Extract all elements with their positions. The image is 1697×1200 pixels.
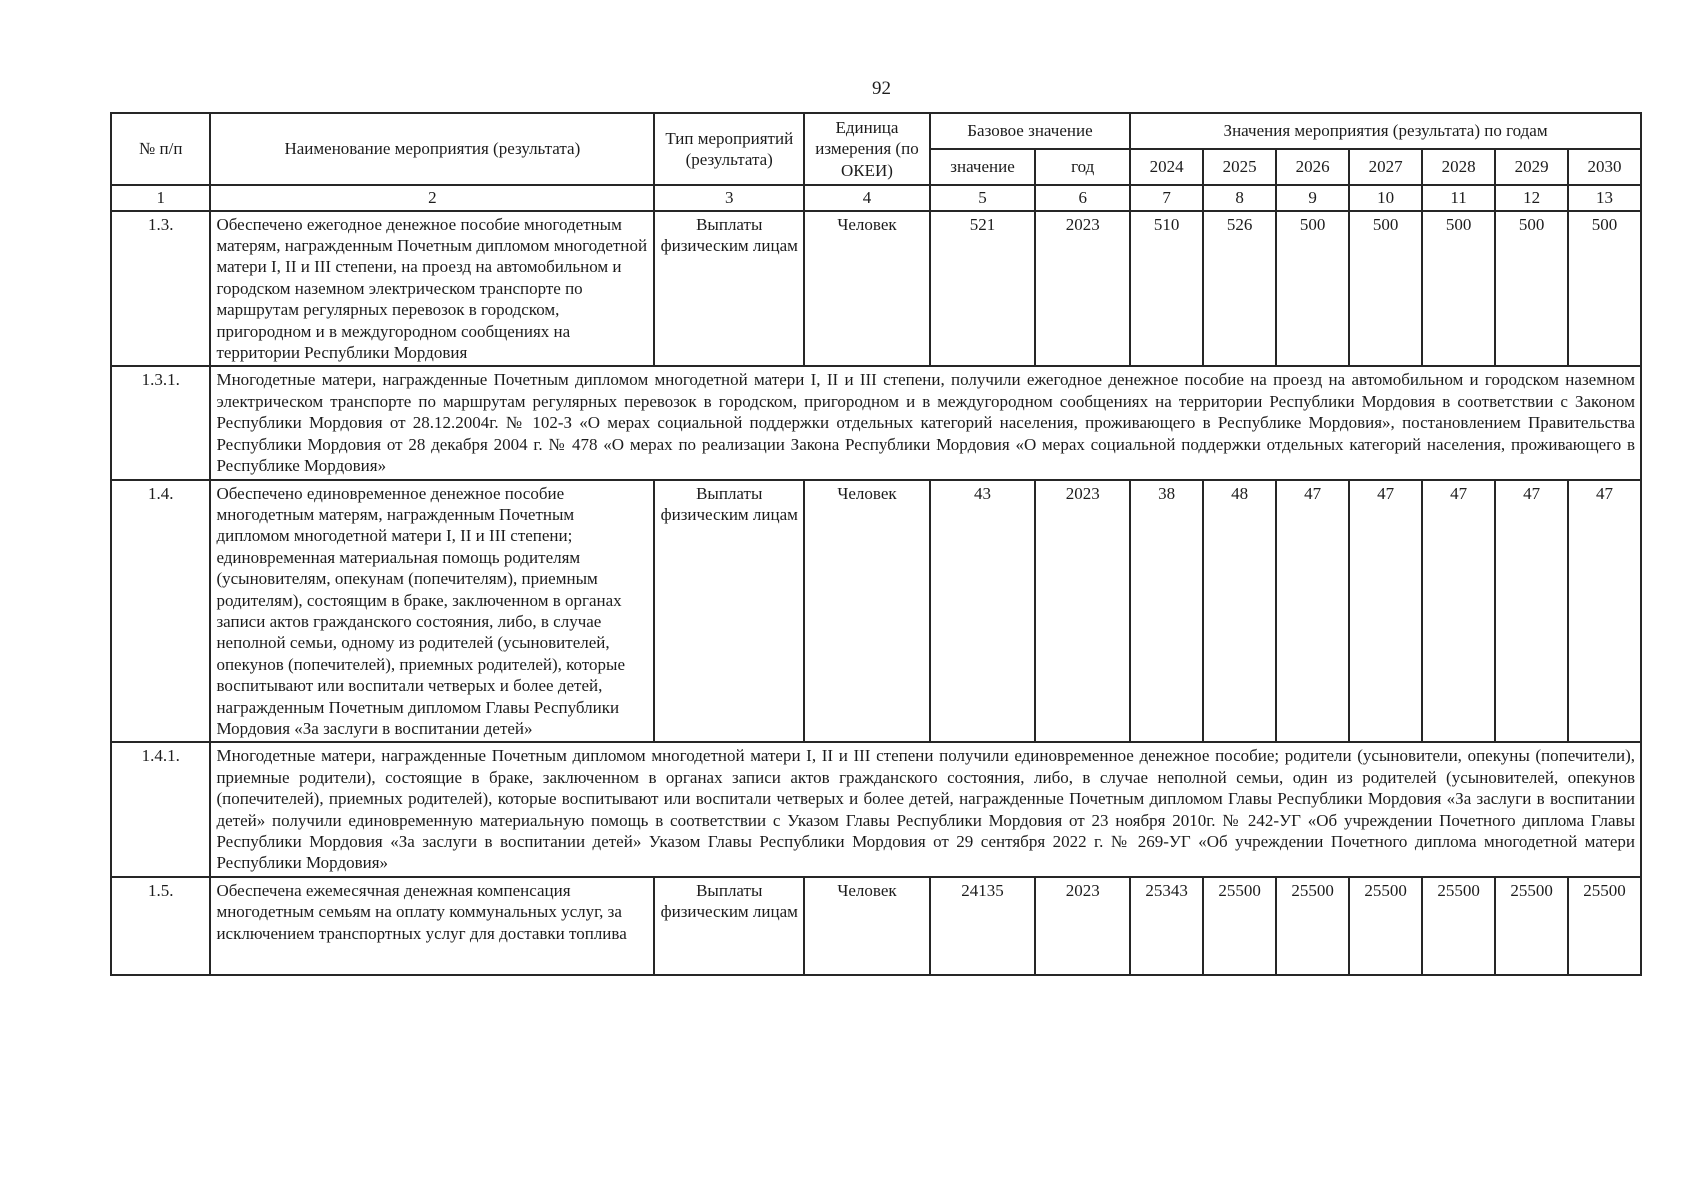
col-index: 6 [1035, 185, 1130, 210]
year-value-cell: 47 [1422, 480, 1495, 743]
measure-name-cell: Обеспечено единовременное денежное пособие многодетным матерям, награжденным Почетным дипломом многодетной матери I, II и III степени; единовременная материальная помощь родителям (усыновителям, опекунам (попечителям), приемным родителям), состоящим в браке, заключенном в органах записи актов гражданского состояния, либо, в случае неполной семьи, одному из родителей (усыновителей, опекунов (попечителей), приемных родителей), которые воспитывают или воспитали четверых и более детей, награжденным Почетным дипломом Главы Республики Мордовия «За заслуги в воспитании детей» [210, 480, 654, 743]
col-index: 1 [111, 185, 210, 210]
base-year-cell: 2023 [1035, 877, 1130, 975]
year-value-cell: 47 [1276, 480, 1349, 743]
header-year-2029: 2029 [1495, 149, 1568, 185]
year-value-cell: 25500 [1203, 877, 1276, 975]
measure-row-1-3 [111, 211, 1641, 367]
year-value-cell: 500 [1276, 211, 1349, 367]
header-type: Тип мероприятий (результата) [654, 113, 804, 185]
header-year-2027: 2027 [1349, 149, 1422, 185]
col-index: 4 [804, 185, 929, 210]
base-year-cell: 2023 [1035, 480, 1130, 743]
header-base-year: год [1035, 149, 1130, 185]
col-index: 12 [1495, 185, 1568, 210]
column-index-row [111, 185, 1641, 210]
col-index: 5 [930, 185, 1036, 210]
header-base-value: значение [930, 149, 1036, 185]
description-cell: Многодетные матери, награжденные Почетным дипломом многодетной матери I, II и III степени, получили ежегодное денежное пособие на проезд на автомобильном и городском наземном электрическом транспорте по маршрутам регулярных перевозок в городском, пригородном и в междугородном сообщениях на территории Республики Мордовия в соответствии с Законом Республики Мордовия от 28.12.2004г. № 102-З «О мерах социальной поддержки отдельных категорий населения, проживающего в Республике Мордовия», постановлением Правительства Республики Мордовия от 28 декабря 2004 г. № 478 «О мерах по реализации Закона Республики Мордовия «О мерах социальной поддержки отдельных категорий населения, проживающего в Республике Мордовия» [210, 366, 1641, 479]
year-value-cell: 500 [1422, 211, 1495, 367]
description-row-1-3-1 [111, 366, 1641, 479]
header-num: № п/п [111, 113, 210, 185]
header-name: Наименование мероприятия (результата) [210, 113, 654, 185]
header-row-top [111, 113, 1641, 149]
year-value-cell: 47 [1568, 480, 1641, 743]
header-year-2030: 2030 [1568, 149, 1641, 185]
year-value-cell: 38 [1130, 480, 1203, 743]
page-number: 92 [872, 78, 891, 99]
col-index: 13 [1568, 185, 1641, 210]
year-value-cell: 510 [1130, 211, 1203, 367]
col-index: 11 [1422, 185, 1495, 210]
year-value-cell: 25343 [1130, 877, 1203, 975]
unit-cell: Человек [804, 877, 929, 975]
row-number-cell: 1.4. [111, 480, 210, 743]
year-value-cell: 500 [1495, 211, 1568, 367]
unit-cell: Человек [804, 480, 929, 743]
measure-row-1-4 [111, 480, 1641, 743]
year-value-cell: 47 [1349, 480, 1422, 743]
col-index: 3 [654, 185, 804, 210]
header-year-2028: 2028 [1422, 149, 1495, 185]
year-value-cell: 25500 [1495, 877, 1568, 975]
col-index: 7 [1130, 185, 1203, 210]
measure-name-cell: Обеспечена ежемесячная денежная компенсация многодетным семьям на оплату коммунальных услуг, за исключением транспортных услуг для доставки топлива [210, 877, 654, 975]
year-value-cell: 48 [1203, 480, 1276, 743]
measure-type-cell: Выплаты физическим лицам [654, 480, 804, 743]
header-base-group: Базовое значение [930, 113, 1130, 149]
measure-row-1-5 [111, 877, 1641, 975]
measures-table [110, 112, 1642, 976]
header-year-2024: 2024 [1130, 149, 1203, 185]
year-value-cell: 47 [1495, 480, 1568, 743]
row-number-cell: 1.3. [111, 211, 210, 367]
measure-name-cell: Обеспечено ежегодное денежное пособие многодетным матерям, награжденным Почетным дипломом многодетной матери I, II и III степени, на проезд на автомобильном и городском наземном электрическом транспорте по маршрутам регулярных перевозок в городском, пригородном и в междугородном сообщениях на территории Республики Мордовия [210, 211, 654, 367]
col-index: 2 [210, 185, 654, 210]
col-index: 9 [1276, 185, 1349, 210]
row-number-cell: 1.4.1. [111, 742, 210, 876]
header-years-group: Значения мероприятия (результата) по годам [1130, 113, 1641, 149]
year-value-cell: 25500 [1422, 877, 1495, 975]
year-value-cell: 25500 [1276, 877, 1349, 975]
base-year-cell: 2023 [1035, 211, 1130, 367]
year-value-cell: 500 [1349, 211, 1422, 367]
base-value-cell: 521 [930, 211, 1036, 367]
col-index: 8 [1203, 185, 1276, 210]
base-value-cell: 43 [930, 480, 1036, 743]
header-unit: Единица измерения (по ОКЕИ) [804, 113, 929, 185]
table-header [111, 113, 1641, 211]
header-year-2026: 2026 [1276, 149, 1349, 185]
year-value-cell: 500 [1568, 211, 1641, 367]
measure-type-cell: Выплаты физическим лицам [654, 877, 804, 975]
year-value-cell: 526 [1203, 211, 1276, 367]
year-value-cell: 25500 [1349, 877, 1422, 975]
col-index: 10 [1349, 185, 1422, 210]
description-cell: Многодетные матери, награжденные Почетным дипломом многодетной матери I, II и III степени получили единовременное денежное пособие; родители (усыновители, опекуны (попечители), приемные родители), состоящие в браке, заключенном в органах записи актов гражданского состояния, либо, в случае неполной семьи, один из родителей (усыновителей, опекунов (попечителей), приемных родителей), которые воспитывают или воспитали четверых и более детей, награжденные Почетным дипломом Главы Республики Мордовия «За заслуги в воспитании детей» получили единовременную материальную помощь в соответствии с Указом Главы Республики Мордовия от 23 ноября 2010г. № 242-УГ «Об учреждении Почетного диплома Главы Республики Мордовия «За заслуги в воспитании детей» Указом Главы Республики Мордовия от 29 сентября 2022 г. № 269-УГ «Об учреждении Почетного диплома многодетной матери Республики Мордовия» [210, 742, 1641, 876]
year-value-cell: 25500 [1568, 877, 1641, 975]
base-value-cell: 24135 [930, 877, 1036, 975]
row-number-cell: 1.3.1. [111, 366, 210, 479]
header-year-2025: 2025 [1203, 149, 1276, 185]
unit-cell: Человек [804, 211, 929, 367]
description-row-1-4-1 [111, 742, 1641, 876]
measure-type-cell: Выплаты физическим лицам [654, 211, 804, 367]
row-number-cell: 1.5. [111, 877, 210, 975]
